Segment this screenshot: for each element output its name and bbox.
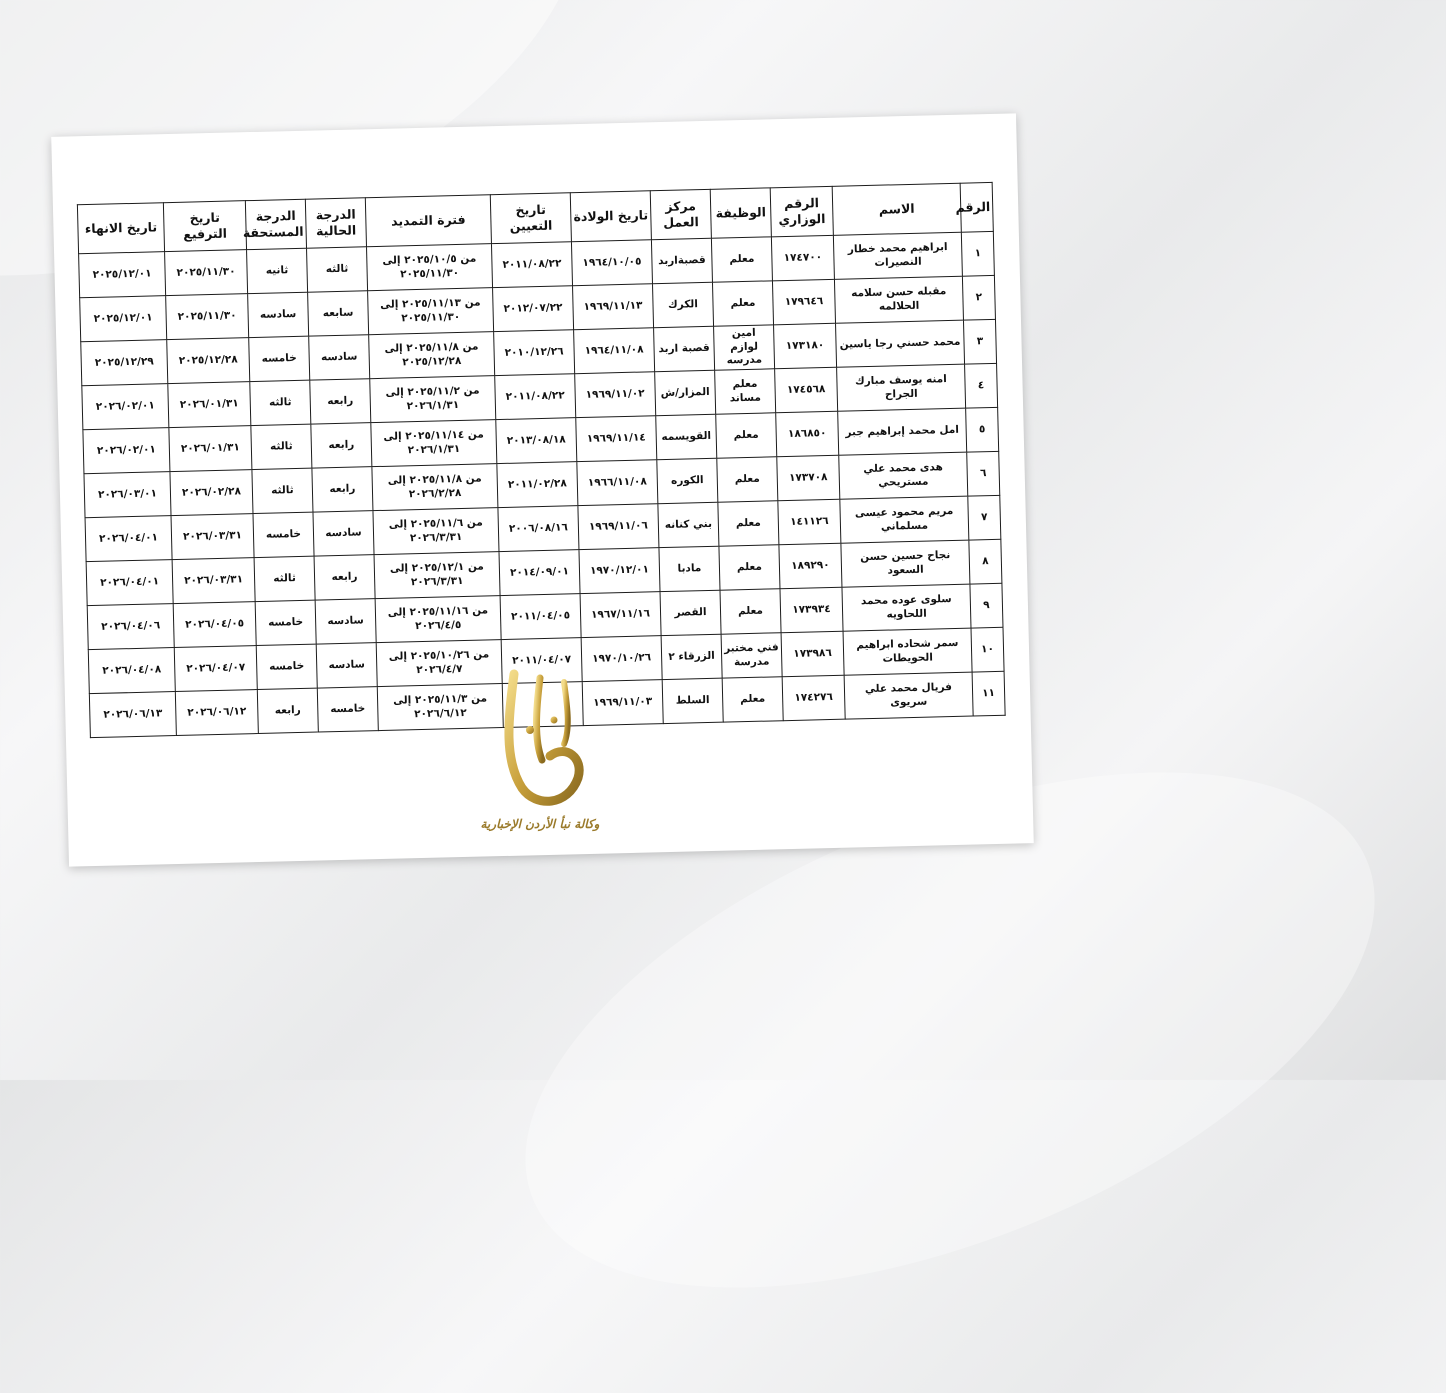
- cell-name: امل محمد إبراهيم جبر: [838, 408, 967, 455]
- cell-serial: ١: [961, 231, 994, 276]
- logo-caption: وكالة نبأ الأردن الإخبارية: [480, 817, 600, 831]
- cell-appointment-date: ٢٠١٣/٠٨/١٨: [496, 418, 577, 464]
- cell-current-grade: رابعه: [311, 423, 372, 468]
- agency-logo-watermark: [470, 660, 610, 840]
- cell-workplace: القصر: [660, 590, 721, 635]
- cell-due-grade: خامسه: [249, 336, 310, 381]
- cell-appointment-date: ٢٠٠٦/٠٨/١٦: [498, 506, 579, 552]
- cell-workplace: قصبةاربد: [651, 238, 712, 283]
- cell-promotion-date: ٢٠٢٥/١٢/٢٨: [167, 338, 250, 384]
- cell-name: امنه يوسف مبارك الجراح: [837, 364, 966, 411]
- cell-job: معلم: [712, 281, 773, 326]
- cell-workplace: بني كنانه: [658, 502, 719, 547]
- cell-promotion-date: ٢٠٢٦/٠٤/٠٥: [173, 602, 256, 648]
- header-serial: الرقم: [960, 182, 993, 232]
- cell-birth-date: ١٩٧٠/١٠/٢٦: [581, 636, 662, 682]
- cell-birth-date: ١٩٧٠/١٢/٠١: [579, 548, 660, 594]
- cell-ministry-number: ١٤١١٢٦: [778, 499, 841, 545]
- cell-ministry-number: ١٧٣٩٨٦: [781, 631, 844, 677]
- cell-due-grade: ثالثه: [254, 556, 315, 601]
- cell-promotion-date: ٢٠٢٦/٠٤/٠٧: [174, 646, 257, 692]
- cell-extension-period: من ٢٠٢٥/١٠/٢٦ إلى ٢٠٢٦/٤/٧: [376, 640, 502, 687]
- cell-due-grade: ثالثه: [252, 468, 313, 513]
- cell-name: مقبله حسن سلامه الحلالمه: [834, 276, 963, 323]
- cell-due-grade: رابعه: [257, 688, 318, 733]
- cell-serial: ١٠: [971, 627, 1004, 672]
- cell-current-grade: رابعه: [314, 555, 375, 600]
- cell-serial: ١١: [972, 671, 1005, 716]
- cell-current-grade: سادسه: [315, 599, 376, 644]
- cell-promotion-date: ٢٠٢٦/٠١/٣١: [168, 382, 251, 428]
- cell-job: معلم: [719, 545, 780, 590]
- cell-serial: ٦: [967, 451, 1000, 496]
- cell-current-grade: رابعه: [310, 379, 371, 424]
- cell-appointment-date: ٢٠١١/٠٤/٠٥: [500, 594, 581, 640]
- cell-workplace: مادبا: [659, 546, 720, 591]
- cell-promotion-date: ٢٠٢٦/٠٦/١٢: [175, 690, 258, 736]
- cell-serial: ٣: [963, 319, 996, 364]
- cell-end-date: ٢٠٢٦/٠٣/٠١: [84, 472, 171, 518]
- cell-serial: ٧: [968, 495, 1001, 540]
- cell-name: ابراهيم محمد خطار النصيرات: [833, 232, 962, 279]
- cell-current-grade: سادسه: [313, 511, 374, 556]
- cell-current-grade: سادسه: [309, 335, 370, 380]
- cell-end-date: ٢٠٢٦/٠٤/٠١: [85, 516, 172, 562]
- cell-ministry-number: ١٨٩٢٩٠: [779, 543, 842, 589]
- cell-current-grade: خامسه: [317, 687, 378, 732]
- cell-job: معلم: [716, 413, 777, 458]
- cell-current-grade: ثالثه: [307, 247, 368, 292]
- cell-serial: ٥: [966, 407, 999, 452]
- cell-birth-date: ١٩٦٤/١١/٠٨: [574, 328, 655, 374]
- cell-extension-period: من ٢٠٢٥/١١/٦ إلى ٢٠٢٦/٣/٣١: [373, 508, 499, 555]
- cell-end-date: ٢٠٢٦/٠٢/٠١: [83, 428, 170, 474]
- cell-promotion-date: ٢٠٢٥/١١/٣٠: [166, 294, 249, 340]
- cell-appointment-date: ٢٠١١/٠٤/٠٧: [501, 638, 582, 684]
- header-ministry-number: الرقم الوزاري: [770, 186, 833, 237]
- cell-ministry-number: ١٧٤٢٧٦: [782, 675, 845, 721]
- cell-promotion-date: ٢٠٢٦/٠٣/٣١: [171, 514, 254, 560]
- cell-birth-date: ١٩٦٦/١١/٠٨: [577, 460, 658, 506]
- cell-end-date: ٢٠٢٦/٠٤/٠٦: [87, 604, 174, 650]
- logo-dot: [526, 726, 534, 734]
- cell-end-date: ٢٠٢٥/١٢/٢٩: [81, 340, 168, 386]
- header-name: الاسم: [832, 183, 961, 235]
- cell-name: سلوى عوده محمد اللحاويه: [842, 584, 971, 631]
- header-appointment-date: تاريخ التعيين: [490, 193, 571, 244]
- cell-appointment-date: ٢٠١٤/٠٩/٠١: [499, 550, 580, 596]
- cell-extension-period: من ٢٠٢٥/١٢/١ إلى ٢٠٢٦/٣/٣١: [374, 552, 500, 599]
- cell-promotion-date: ٢٠٢٥/١١/٣٠: [165, 250, 248, 296]
- cell-extension-period: من ٢٠٢٥/١١/١٤ إلى ٢٠٢٦/١/٣١: [371, 420, 497, 467]
- cell-end-date: ٢٠٢٦/٠٦/١٣: [89, 692, 176, 738]
- cell-end-date: ٢٠٢٦/٠٤/٠١: [86, 560, 173, 606]
- cell-due-grade: خامسه: [256, 644, 317, 689]
- cell-due-grade: خامسه: [253, 512, 314, 557]
- cell-end-date: ٢٠٢٥/١٢/٠١: [80, 296, 167, 342]
- cell-job: معلم: [718, 501, 779, 546]
- cell-extension-period: من ٢٠٢٥/١١/١٣ إلى ٢٠٢٥/١١/٣٠: [368, 288, 494, 335]
- cell-due-grade: سادسه: [248, 292, 309, 337]
- header-due-grade: الدرجة المستحقة: [245, 199, 306, 249]
- logo-dot: [551, 717, 558, 724]
- cell-promotion-date: ٢٠٢٦/٠٣/٣١: [172, 558, 255, 604]
- cell-workplace: قصبة اربد: [654, 326, 715, 371]
- cell-workplace: الكرك: [652, 282, 713, 327]
- cell-job: معلم مساند: [715, 369, 776, 414]
- cell-serial: ٩: [970, 583, 1003, 628]
- cell-birth-date: ١٩٦٧/١١/١٦: [580, 592, 661, 638]
- cell-job: معلم: [717, 457, 778, 502]
- cell-birth-date: ١٩٦٩/١١/٠٣: [582, 680, 663, 726]
- cell-ministry-number: ١٧٩٦٤٦: [772, 279, 835, 325]
- cell-job: معلم: [720, 589, 781, 634]
- cell-ministry-number: ١٧٤٧٠٠: [771, 235, 834, 281]
- cell-due-grade: خامسه: [255, 600, 316, 645]
- cell-appointment-date: ٢٠١٠/١٢/٢٦: [494, 330, 575, 376]
- cell-end-date: ٢٠٢٦/٠٤/٠٨: [88, 648, 175, 694]
- cell-name: فريال محمد علي سريوى: [844, 672, 973, 719]
- cell-serial: ٨: [969, 539, 1002, 584]
- cell-appointment-date: ٢٠١١/٠٢/٢٨: [497, 462, 578, 508]
- cell-ministry-number: ١٧٤٥٦٨: [775, 367, 838, 413]
- cell-job: امين لوازم مدرسه: [714, 325, 775, 370]
- cell-due-grade: ثانيه: [247, 248, 308, 293]
- header-birth-date: تاريخ الولادة: [570, 191, 651, 242]
- cell-ministry-number: ١٨٦٨٥٠: [776, 411, 839, 457]
- header-current-grade: الدرجة الحالية: [305, 198, 366, 248]
- cell-birth-date: ١٩٦٩/١١/١٣: [573, 284, 654, 330]
- cell-extension-period: من ٢٠٢٥/١١/٨ إلى ٢٠٢٦/٢/٢٨: [372, 464, 498, 511]
- cell-current-grade: سادسه: [316, 643, 377, 688]
- cell-name: هدى محمد علي مستريحي: [839, 452, 968, 499]
- cell-appointment-date: ٢٠١٢/٠٧/٢٢: [493, 286, 574, 332]
- header-promotion-date: تاريخ الترفيع: [163, 201, 246, 252]
- cell-job: فني مختبر مدرسة: [721, 633, 782, 678]
- cell-extension-period: من ٢٠٢٥/١١/٨ إلى ٢٠٢٥/١٢/٢٨: [369, 332, 495, 379]
- header-extension-period: فترة التمديد: [365, 195, 491, 247]
- header-job: الوظيفة: [710, 188, 771, 238]
- cell-serial: ٢: [962, 275, 995, 320]
- cell-extension-period: من ٢٠٢٥/١١/١٦ إلى ٢٠٢٦/٤/٥: [375, 596, 501, 643]
- cell-birth-date: ١٩٦٤/١٠/٠٥: [571, 240, 652, 286]
- cell-name: نجاح حسين حسن السعود: [841, 540, 970, 587]
- cell-birth-date: ١٩٦٩/١١/٠٢: [575, 372, 656, 418]
- cell-extension-period: من ٢٠٢٥/١١/٢ إلى ٢٠٢٦/١/٣١: [370, 376, 496, 423]
- cell-birth-date: ١٩٦٩/١١/١٤: [576, 416, 657, 462]
- header-workplace: مركز العمل: [650, 189, 711, 239]
- cell-workplace: الكوره: [657, 458, 718, 503]
- logo-calligraphy-stroke: [537, 678, 543, 760]
- cell-name: محمد حسني رجا ياسين: [836, 320, 965, 367]
- cell-serial: ٤: [965, 363, 998, 408]
- cell-end-date: ٢٠٢٥/١٢/٠١: [79, 252, 166, 298]
- logo-calligraphy-stroke: [564, 682, 568, 744]
- cell-job: معلم: [722, 677, 783, 722]
- employees-table: [77, 182, 1006, 738]
- cell-appointment-date: ٢٠١١/٠٨/٢٢: [495, 374, 576, 420]
- cell-name: مريم محمود عيسى مسلماني: [840, 496, 969, 543]
- cell-job: معلم: [711, 237, 772, 282]
- cell-workplace: القويسمه: [656, 414, 717, 459]
- header-end-date: تاريخ الانهاء: [77, 203, 164, 254]
- cell-appointment-date: ٢٠١١/٠٨/٢٢: [491, 242, 572, 288]
- cell-due-grade: ثالثه: [250, 380, 311, 425]
- cell-due-grade: ثالثه: [251, 424, 312, 469]
- cell-extension-period: من ٢٠٢٥/١١/٣ إلى ٢٠٢٦/٦/١٢: [377, 684, 503, 731]
- cell-workplace: المزار/ش: [655, 370, 716, 415]
- cell-extension-period: من ٢٠٢٥/١٠/٥ إلى ٢٠٢٥/١١/٣٠: [367, 244, 493, 291]
- cell-ministry-number: ١٧٣١٨٠: [774, 323, 837, 369]
- cell-promotion-date: ٢٠٢٦/٠١/٣١: [169, 426, 252, 472]
- cell-ministry-number: ١٧٣٩٣٤: [780, 587, 843, 633]
- cell-workplace: السلط: [662, 678, 723, 723]
- cell-birth-date: ١٩٦٩/١١/٠٦: [578, 504, 659, 550]
- cell-promotion-date: ٢٠٢٦/٠٢/٢٨: [170, 470, 253, 516]
- cell-current-grade: رابعه: [312, 467, 373, 512]
- cell-end-date: ٢٠٢٦/٠٢/٠١: [82, 384, 169, 430]
- cell-current-grade: سابعه: [308, 291, 369, 336]
- cell-workplace: الزرقاء ٢: [661, 634, 722, 679]
- cell-name: سمر شحاده ابراهيم الحويطات: [843, 628, 972, 675]
- cell-ministry-number: ١٧٣٧٠٨: [777, 455, 840, 501]
